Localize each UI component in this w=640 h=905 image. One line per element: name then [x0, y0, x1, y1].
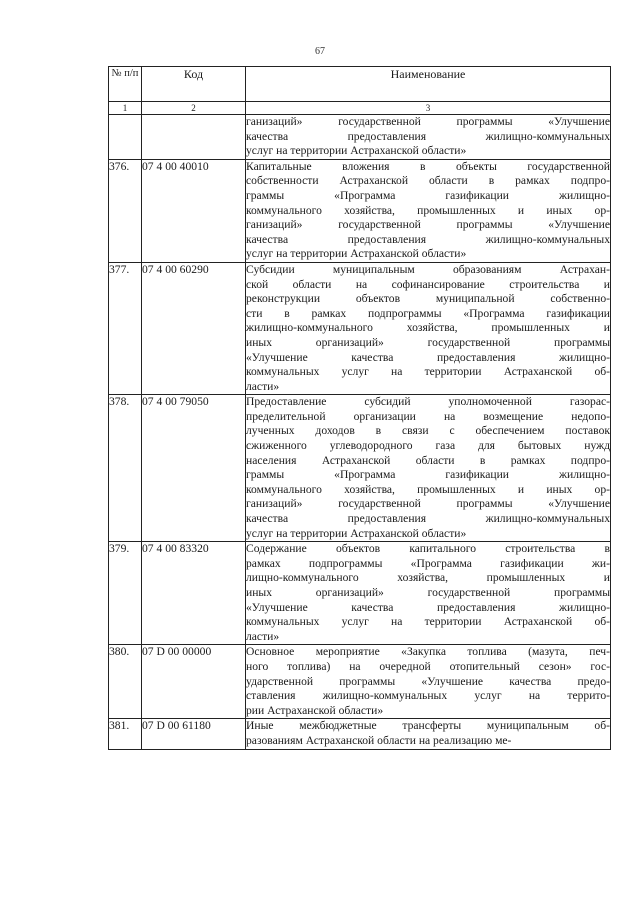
row-name-line: населения Астраханской области в рамках подпро- [246, 453, 610, 467]
row-name-line: реконструкции объектов муниципальной собственно- [246, 292, 610, 306]
table-header-row [109, 67, 611, 102]
row-number: 379. [109, 542, 142, 645]
row-name-line: лученных доходов в связи с обеспечением поставок [246, 424, 610, 438]
row-name-line: лищно-коммунального хозяйства, промышленных и [246, 571, 610, 585]
row-name-line: Предоставление субсидий уполномоченной газорас- [246, 395, 610, 409]
row-name-line: коммунальных услуг на территории Астраханской об- [246, 615, 610, 629]
row-name [246, 115, 611, 160]
row-name-line: Субсидии муниципальным образованиям Астрахан- [246, 262, 610, 276]
row-number: 380. [109, 645, 142, 719]
table-row [109, 115, 611, 160]
row-number: 381. [109, 719, 142, 749]
row-name [246, 262, 611, 394]
row-name-line: иных организаций» государственной программы [246, 586, 610, 599]
row-name-line: ласти» [246, 379, 280, 393]
row-name-line: коммунального хозяйства, промышленных и иных ор- [246, 203, 610, 217]
row-name-line: сжиженного углеводородного газа для бытовых нужд [246, 439, 610, 453]
row-code: 07 4 00 79050 [142, 395, 246, 542]
row-code: 07 4 00 60290 [142, 262, 246, 394]
row-name-line: ской области на софинансирование строительства и [246, 277, 610, 291]
table-row [109, 262, 611, 394]
column-index-1: 1 [109, 102, 142, 115]
row-name-line: сти в рамках подпрограммы «Программа газификации [246, 306, 610, 320]
row-number: 378. [109, 395, 142, 542]
table-row [109, 159, 611, 262]
row-code: 07 4 00 40010 [142, 159, 246, 262]
row-name-line: иных организаций» государственной программы [246, 335, 610, 349]
row-number [109, 115, 142, 160]
row-name-line: Иные межбюджетные трансферты муниципальным об- [246, 719, 610, 733]
row-name-line: Капитальные вложения в объекты государственной [246, 159, 610, 173]
row-name-line: услуг на территории Астраханской области» [246, 144, 467, 158]
row-name-line: ласти» [246, 629, 280, 643]
table-row [109, 719, 611, 749]
row-code [142, 115, 246, 160]
row-name-line: собственности Астраханской области в рамках подпро- [246, 174, 610, 188]
row-name-line: «Улучшение качества предоставления жилищно- [246, 600, 610, 614]
row-name-line: ставления жилищно-коммунальных услуг на террито- [246, 689, 610, 703]
row-code: 07 D 00 61180 [142, 719, 246, 749]
row-name [246, 159, 611, 262]
row-name-line: рамках подпрограммы «Программа газификации жи- [246, 556, 610, 570]
row-name-line: граммы «Программа газификации жилищно- [246, 188, 610, 202]
row-name-line: ганизаций» государственной программы «Улучшение [246, 115, 610, 128]
row-name-line: ного топлива) на очередной отопительный сезон» гос- [246, 659, 610, 673]
row-name-line: коммунального хозяйства, промышленных и иных ор- [246, 482, 610, 496]
row-name-line: ударственной программы «Улучшение качества предо- [246, 674, 610, 688]
row-name-line: разованиям Астраханской области на реализацию ме- [246, 733, 512, 747]
header-number: № п/п [109, 67, 142, 102]
row-name [246, 542, 611, 645]
row-name-line: рии Астраханской области» [246, 703, 384, 717]
row-name [246, 395, 611, 542]
row-name [246, 719, 611, 749]
page-number: 67 [315, 46, 325, 57]
row-name-line: качества предоставления жилищно-коммунальных [246, 232, 610, 246]
row-name-line: ганизаций» государственной программы «Улучшение [246, 218, 610, 232]
row-name [246, 645, 611, 719]
row-name-line: ганизаций» государственной программы «Улучшение [246, 497, 610, 511]
row-name-line: Основное мероприятие «Закупка топлива (мазута, печ- [246, 645, 610, 659]
table-row [109, 395, 611, 542]
row-name-line: «Улучшение качества предоставления жилищно- [246, 350, 610, 364]
row-number: 377. [109, 262, 142, 394]
row-number: 376. [109, 159, 142, 262]
row-name-line: качества предоставления жилищно-коммунальных [246, 129, 610, 143]
table-row [109, 645, 611, 719]
row-name-line: услуг на территории Астраханской области» [246, 526, 467, 540]
column-index-2: 2 [142, 102, 246, 115]
row-code: 07 D 00 00000 [142, 645, 246, 719]
row-name-line: граммы «Программа газификации жилищно- [246, 468, 610, 482]
row-name-line: жилищно-коммунального хозяйства, промышленных и [246, 321, 610, 335]
row-name-line: услуг на территории Астраханской области» [246, 247, 467, 261]
table-row [109, 542, 611, 645]
row-code: 07 4 00 83320 [142, 542, 246, 645]
column-index-row [109, 102, 611, 115]
table-body [109, 115, 611, 750]
column-index-3: 3 [246, 102, 611, 115]
header-name: Наименование [246, 67, 611, 102]
budget-classification-table [108, 66, 611, 750]
row-name-line: качества предоставления жилищно-коммунальных [246, 512, 610, 526]
row-name-line: коммунальных услуг на территории Астраханской об- [246, 365, 610, 379]
row-name-line: пределительной организации на возмещение недопо- [246, 409, 610, 423]
header-code: Код [142, 67, 246, 102]
row-name-line: Содержание объектов капитального строительства в [246, 542, 610, 556]
